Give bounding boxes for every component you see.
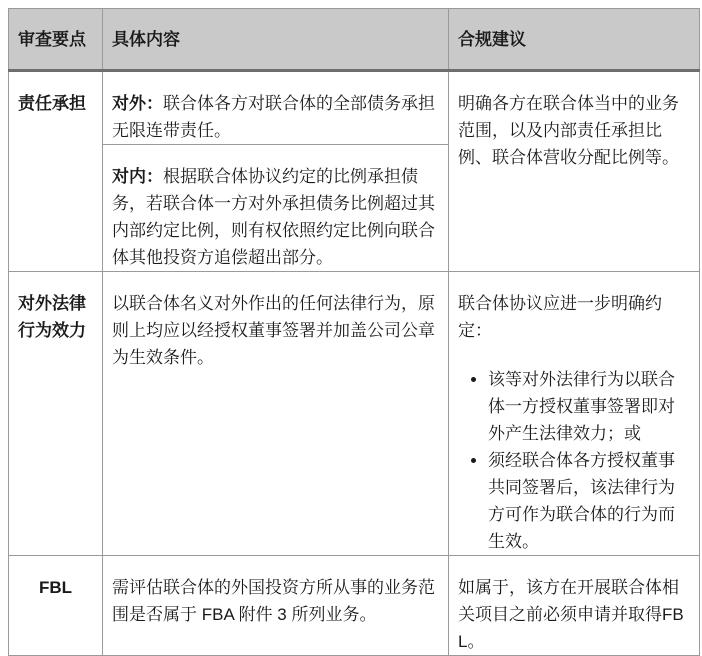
row-key: 对外法律行为效力 bbox=[9, 272, 103, 556]
row-content: 以联合体名义对外作出的任何法律行为，原则上均应以经授权董事签署并加盖公司公章为生效条件。 bbox=[103, 272, 449, 556]
content-label: 对内： bbox=[112, 167, 163, 186]
review-table bbox=[8, 8, 700, 656]
row-advice: 明确各方在联合体当中的业务范围，以及内部责任承担比例、联合体营收分配比例等。 bbox=[449, 71, 700, 272]
row-content: 需评估联合体的外国投资方所从事的业务范围是否属于 FBA 附件 3 所列业务。 bbox=[103, 556, 449, 656]
content-text: 联合体各方对联合体的全部债务承担无限连带责任。 bbox=[112, 94, 435, 140]
row-key: FBL bbox=[9, 556, 103, 656]
table-header-row bbox=[9, 9, 700, 71]
advice-bullet: • 须经联合体各方授权董事共同签署后，该法律行为方可作为联合体的行为而生效。 bbox=[488, 447, 690, 555]
header-advice: 合规建议 bbox=[449, 9, 700, 71]
header-content: 具体内容 bbox=[103, 9, 449, 71]
content-text: 根据联合体协议约定的比例承担债务，若联合体一方对外承担债务比例超过其内部约定比例，则有权依照约定比例向联合体其他投资方追偿超出部分。 bbox=[112, 167, 435, 267]
content-label: 对外： bbox=[112, 94, 163, 113]
header-review-point: 审查要点 bbox=[9, 9, 103, 71]
row-advice bbox=[449, 272, 700, 556]
content-internal bbox=[103, 145, 449, 272]
table-row bbox=[9, 556, 700, 656]
content-external bbox=[103, 71, 449, 145]
table-row bbox=[9, 272, 700, 556]
advice-bullet: • 该等对外法律行为以联合体一方授权董事签署即对外产生法律效力；或 bbox=[488, 366, 690, 447]
table-row bbox=[9, 71, 700, 145]
row-advice: 如属于，该方在开展联合体相关项目之前必须申请并取得FBL。 bbox=[449, 556, 700, 656]
advice-intro: 联合体协议应进一步明确约定： bbox=[458, 294, 662, 340]
advice-list bbox=[458, 366, 690, 555]
row-key: 责任承担 bbox=[9, 71, 103, 272]
